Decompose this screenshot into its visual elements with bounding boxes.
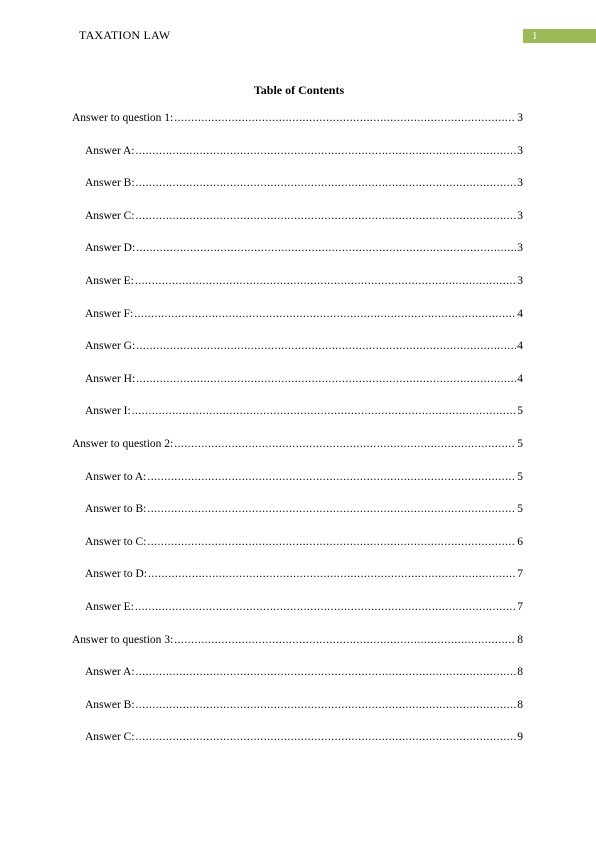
toc-dot-leader	[136, 240, 516, 256]
toc-entry-label: Answer to question 2:	[72, 437, 174, 450]
page-number: 1	[532, 30, 538, 42]
toc-dot-leader	[148, 566, 516, 582]
toc-entry-label: Answer to A:	[85, 470, 147, 483]
toc-entry-label: Answer to question 1:	[72, 112, 174, 124]
toc-dot-leader	[147, 469, 516, 485]
toc-entry-label: Answer H:	[85, 372, 136, 385]
toc-entry[interactable]	[72, 110, 523, 143]
page-number-badge	[523, 29, 596, 43]
toc-dot-leader	[136, 371, 516, 387]
toc-dot-leader	[136, 729, 517, 745]
toc-entry[interactable]	[72, 729, 523, 762]
toc-entry[interactable]	[72, 599, 523, 632]
toc-entry-label: Answer I:	[85, 405, 131, 418]
toc-entry[interactable]	[72, 534, 523, 567]
toc-entry[interactable]	[72, 436, 523, 469]
toc-entry-page: 7	[517, 600, 523, 613]
toc-entry-label: Answer C:	[85, 209, 135, 222]
toc-dot-leader	[136, 208, 517, 224]
toc-entry-page: 4	[517, 372, 523, 385]
toc-dot-leader	[147, 501, 516, 517]
toc-entry-page: 3	[517, 209, 523, 222]
toc-entry[interactable]	[72, 306, 523, 339]
toc-entry-label: Answer B:	[85, 698, 135, 711]
toc-entry-page: 8	[517, 698, 523, 711]
toc-entry-page: 5	[517, 503, 523, 516]
toc-entry-label: Answer to B:	[85, 503, 147, 516]
toc-dot-leader	[136, 697, 517, 713]
toc-entry[interactable]	[72, 208, 523, 241]
toc-entry-label: Answer F:	[85, 307, 134, 320]
toc-entry-page: 5	[517, 470, 523, 483]
toc-entry-page: 8	[517, 633, 523, 646]
toc-entry-page: 3	[517, 242, 523, 255]
toc-entry[interactable]	[72, 403, 523, 436]
toc-dot-leader	[174, 632, 516, 648]
toc-entry-page: 3	[517, 144, 523, 157]
toc-entry-label: Answer A:	[85, 144, 135, 157]
toc-entry-page: 7	[517, 568, 523, 581]
toc-dot-leader	[136, 338, 516, 354]
table-of-contents	[72, 110, 523, 762]
toc-entry-page: 6	[517, 535, 523, 548]
toc-entry[interactable]	[72, 697, 523, 730]
header-title: TAXATION LAW	[79, 28, 171, 42]
toc-entry[interactable]	[72, 566, 523, 599]
toc-entry-label: Answer C:	[85, 731, 135, 744]
toc-entry[interactable]	[72, 240, 523, 273]
toc-dot-leader	[134, 306, 516, 322]
toc-entry-page: 4	[517, 307, 523, 320]
toc-entry-page: 5	[517, 405, 523, 418]
toc-entry-label: Answer A:	[85, 666, 135, 679]
toc-entry[interactable]	[72, 273, 523, 306]
toc-heading: Table of Contents	[253, 83, 345, 97]
toc-entry-page: 3	[517, 274, 523, 287]
toc-entry[interactable]	[72, 501, 523, 534]
toc-entry[interactable]	[72, 175, 523, 208]
toc-dot-leader	[174, 110, 516, 126]
toc-entry-page: 9	[517, 731, 523, 744]
toc-dot-leader	[132, 403, 517, 419]
toc-entry-label: Answer G:	[85, 340, 136, 353]
toc-entry-page: 8	[517, 666, 523, 679]
toc-entry[interactable]	[72, 371, 523, 404]
toc-entry-page: 3	[517, 177, 523, 190]
toc-entry-label: Answer B:	[85, 177, 135, 190]
toc-entry-label: Answer E:	[85, 600, 134, 613]
toc-entry-label: Answer E:	[85, 274, 134, 287]
toc-entry-page: 5	[517, 437, 523, 450]
toc-entry[interactable]	[72, 469, 523, 502]
toc-entry[interactable]	[72, 632, 523, 665]
toc-entry-label: Answer D:	[85, 242, 136, 255]
toc-entry[interactable]	[72, 664, 523, 697]
toc-dot-leader	[136, 143, 517, 159]
toc-entry-page: 4	[517, 340, 523, 353]
toc-entry[interactable]	[72, 143, 523, 176]
toc-dot-leader	[135, 599, 516, 615]
toc-entry-page: 3	[517, 112, 523, 124]
toc-dot-leader	[147, 534, 516, 550]
toc-entry-label: Answer to C:	[85, 535, 147, 548]
toc-entry-label: Answer to D:	[85, 568, 147, 581]
toc-entry-label: Answer to question 3:	[72, 633, 174, 646]
toc-dot-leader	[135, 273, 516, 289]
toc-dot-leader	[174, 436, 516, 452]
toc-entry[interactable]	[72, 338, 523, 371]
toc-dot-leader	[136, 175, 517, 191]
toc-dot-leader	[136, 664, 517, 680]
